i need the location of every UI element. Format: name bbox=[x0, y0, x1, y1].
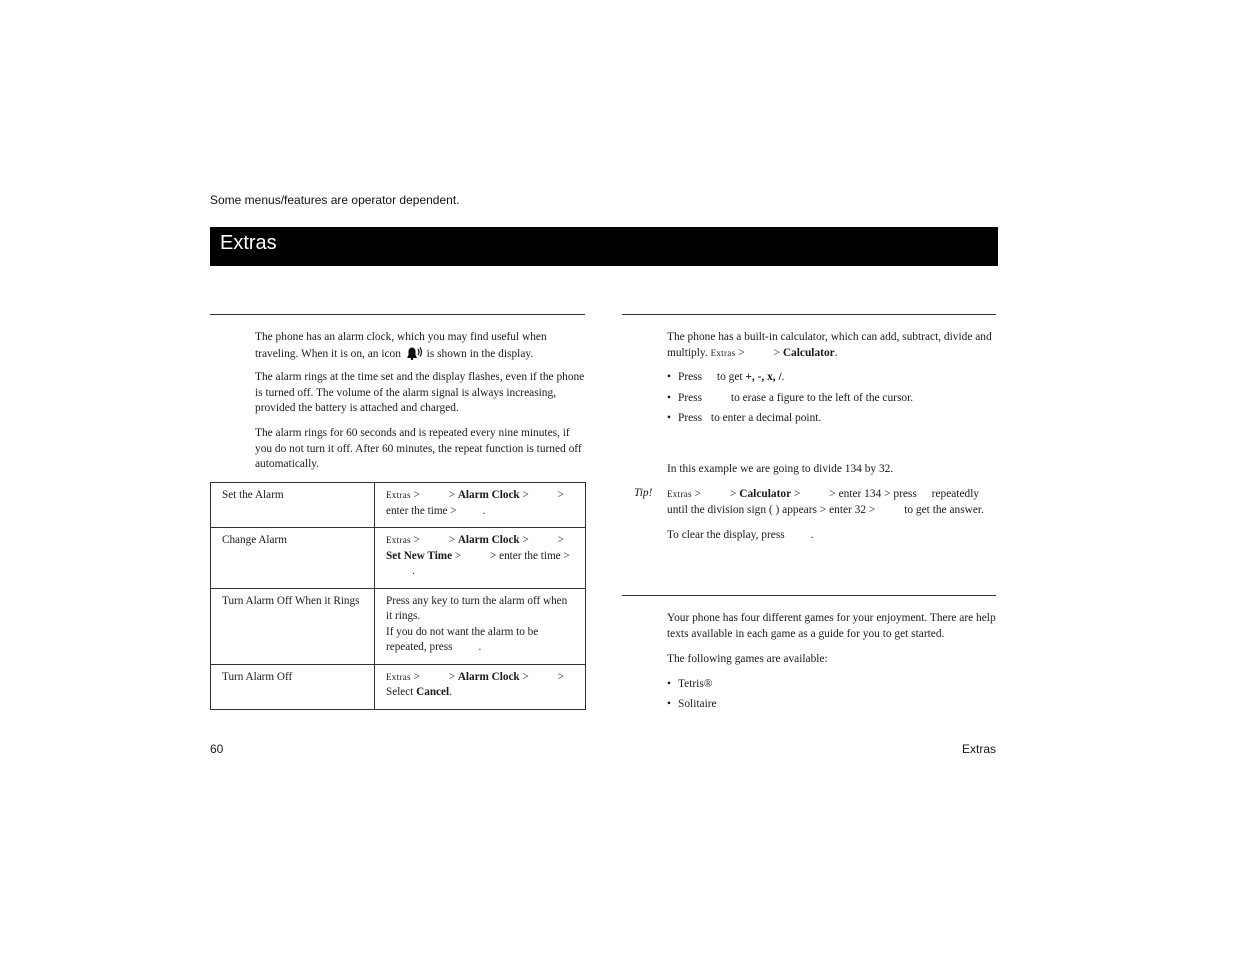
alarm-instructions-table bbox=[210, 482, 586, 710]
row-label: Turn Alarm Off bbox=[211, 664, 375, 709]
games-available: The following games are available: bbox=[667, 653, 828, 665]
row-label: Set the Alarm bbox=[211, 483, 375, 528]
alarm-intro: The phone has an alarm clock, which you may find useful when traveling. When it is on, an icon is shown in the display. bbox=[255, 331, 547, 360]
alarm-section-rule bbox=[210, 314, 585, 315]
operator-note: Some menus/features are operator dependent. bbox=[210, 193, 460, 207]
row-steps: Extras > > Alarm Clock > > Select Cancel. bbox=[375, 664, 586, 709]
page-number: 60 bbox=[210, 742, 224, 756]
list-item: • Press to erase a figure to the left of the cursor. bbox=[667, 392, 914, 404]
row-steps: Extras > > Alarm Clock > > Set New Time > > enter the time > . bbox=[375, 528, 586, 589]
footer-section-name: Extras bbox=[961, 742, 996, 756]
calculator-section-rule bbox=[622, 314, 996, 315]
table-row bbox=[211, 588, 586, 664]
alarm-bell-icon bbox=[404, 346, 424, 360]
alarm-paragraph-3: The alarm rings for 60 seconds and is repeated every nine minutes, if you do not turn it off. After 60 minutes, the repeat function is turned off automatically. bbox=[255, 427, 582, 470]
table-row bbox=[211, 664, 586, 709]
list-item: • Press to enter a decimal point. bbox=[667, 412, 822, 424]
calculator-tip: Extras > > Calculator > > enter 134 > press repeatedly until the division sign ( ) appears > enter 32 > to get the answer. bbox=[667, 488, 984, 516]
row-label: Turn Alarm Off When it Rings bbox=[211, 588, 375, 664]
alarm-paragraph-2: The alarm rings at the time set and the display flashes, even if the phone is turned off. The volume of the alarm signal is always increasing, provided the battery is attached and charged. bbox=[255, 371, 585, 414]
games-intro: Your phone has four different games for your enjoyment. There are help texts available in each game as a guide for you to get started. bbox=[667, 612, 996, 640]
list-item: • Solitaire bbox=[667, 698, 717, 710]
table-row bbox=[211, 483, 586, 528]
tip-label: Tip! bbox=[634, 487, 653, 499]
chapter-title: Extras bbox=[220, 232, 277, 254]
row-steps: Press any key to turn the alarm off when it rings. If you do not want the alarm to be repeated, press . bbox=[375, 588, 586, 664]
list-item: • Tetris® bbox=[667, 678, 713, 690]
calculator-example: In this example we are going to divide 134 by 32. bbox=[667, 463, 894, 475]
calculator-clear: To clear the display, press . bbox=[667, 529, 814, 541]
table-row bbox=[211, 528, 586, 589]
row-label: Change Alarm bbox=[211, 528, 375, 589]
chapter-banner bbox=[210, 227, 998, 266]
games-section-rule bbox=[622, 595, 996, 596]
row-steps: Extras > > Alarm Clock > > enter the time > . bbox=[375, 483, 586, 528]
calculator-intro: The phone has a built-in calculator, which can add, subtract, divide and multiply. Extras > > Calculator. bbox=[667, 331, 992, 359]
list-item: • Press to get +, -, x, /. bbox=[667, 371, 785, 383]
